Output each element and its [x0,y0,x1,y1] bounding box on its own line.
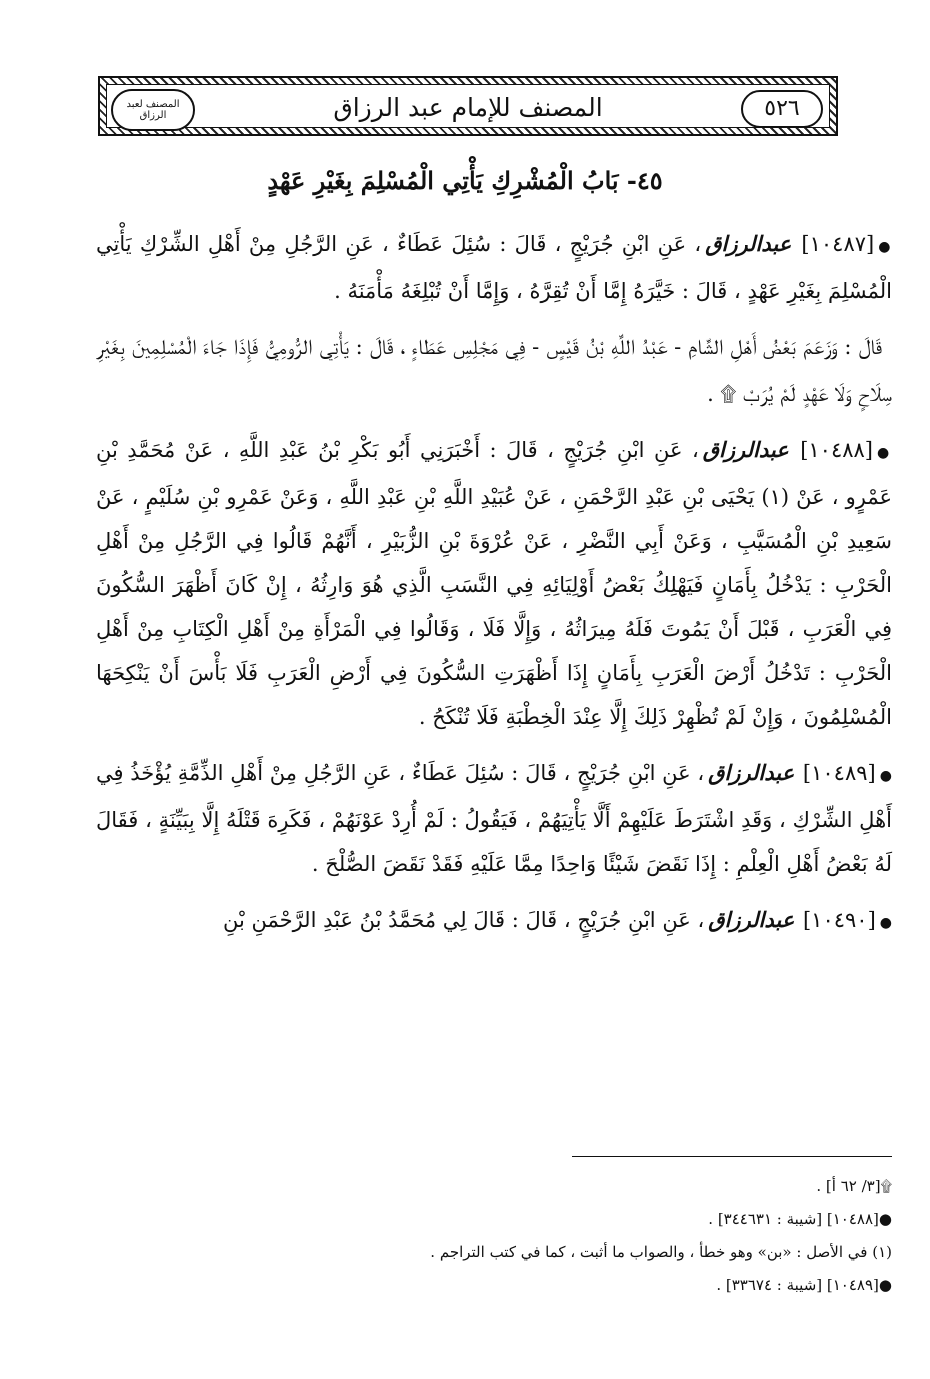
bullet-icon: ● [879,768,892,784]
hadith-number: [١٠٤٨٨] [800,438,873,462]
author-name: عبدالرزاق [708,760,795,785]
footnote: (١) في الأصل : «بن» وهو خطأ ، والصواب ما أثبت ، كما في كتب التراجم . [430,1243,892,1261]
emblem-text: المصنف لعبد الرزاق [126,99,180,121]
hadith-paragraph [96,898,892,945]
footnote: ●[١٠٤٨٩] [شيبة : ٣٣٦٧٤] . [716,1276,892,1294]
hadith-paragraph [96,751,892,886]
main-text [96,222,892,957]
footnote-divider [572,1156,892,1157]
page-header [98,76,838,136]
author-name: عبدالرزاق [702,437,789,462]
footnote: ●[١٠٤٨٨] [شيبة : ٣٤٤٦٣١] . [708,1210,892,1228]
paragraph-text: ، عَنِ ابْنِ جُرَيْجٍ ، قَالَ : قَالَ لِي مُحَمَّدُ بْنُ عَبْدِ الرَّحْمَنِ بْنِ [222,908,705,932]
paragraph-text: ، عَنِ ابْنِ جُرَيْجٍ ، قَالَ : أَخْبَرَنِي أَبُو بَكْرِ بْنُ عَبْدِ اللَّهِ ، عَنْ مُحَمَّدِ بْنِ عَمْرٍو ، عَنْ (١) يَحْيَى بْنِ عَبْدِ الرَّحْمَنِ ، عَنْ عُبَيْدِ اللَّهِ بْنِ عَبْدِ اللَّهِ ، وَعَنْ عَمْرِو بْنِ سُلَيْمٍ ، عَنْ سَعِيدِ بْنِ الْمُسَيَّبِ ، وَعَنْ أَبِي النَّضْرِ ، عَنْ عُرْوَةَ بْنِ الزُّبَيْرِ ، أَنَّهُمْ قَالُوا فِي الرَّجُلِ مِنْ أَهْلِ الْحَرْبِ : يَدْخُلُ بِأَمَانٍ فَيَهْلِكُ بَعْضُ أَوْلِيَائِهِ فِي النَّسَبِ الَّذِي هُوَ وَارِثُهُ ، إِنْ كَانَ أَظْهَرَ السُّكُونَ فِي الْعَرَبِ ، قَبْلَ أَنْ يَمُوتَ فَلَهُ مِيرَاثُهُ ، وَإِلَّا فَلَا ، وَقَالُوا فِي الْمَرْأَةِ مِنْ أَهْلِ الْكِتَابِ مِنْ أَهْلِ الْحَرْبِ : تَدْخُلُ أَرْضَ الْعَرَبِ بِأَمَانٍ إِذَا أَظْهَرَتِ السُّكُونَ فِي أَرْضِ الْعَرَبِ فَلَا بَأْسَ أَنْ يَنْكِحَهَا الْمُسْلِمُونَ ، وَإِنْ لَمْ تُظْهِرْ ذَلِكَ إِلَّا عِنْدَ الْخِطْبَةِ فَلَا تُنْكَحُ . [96,438,893,729]
hadith-paragraph [96,222,892,313]
author-name: عبدالرزاق [708,907,795,932]
author-name: عبدالرزاق [705,231,792,256]
book-emblem [111,89,195,131]
footnote: ۩[٣/ ٦٢ أ] . [816,1177,892,1195]
hadith-number: [١٠٤٩٠] [802,908,876,932]
chapter-title: ٤٥- بَابُ الْمُشْرِكِ يَأْتِي الْمُسْلِمَ بِغَيْرِ عَهْدٍ [267,166,663,195]
hadith-number: [١٠٤٨٩] [802,761,876,785]
paragraph-text: ، عَنِ ابْنِ جُرَيْجٍ ، قَالَ : سُئِلَ عَطَاءٌ ، عَنِ الرَّجُلِ مِنْ أَهْلِ الشِّرْكِ يَأْتِي الْمُسْلِمَ بِغَيْرِ عَهْدٍ ، قَالَ : خَيَّرَهُ إِمَّا أَنْ تُقِرَّهُ ، وَإِمَّا أَنْ تُبْلِغَهُ مَأْمَنَهُ . [96,232,892,303]
book-title: المصنف للإمام عبد الرزاق [333,93,603,122]
page-number: ٥٢٦ [741,90,823,128]
footnotes [96,1170,892,1302]
hadith-paragraph [96,325,892,416]
header-frame [106,84,830,128]
bullet-icon: ● [877,445,892,461]
paragraph-text: قَالَ : وَزَعَمَ بَعْضُ أَهْلِ الشَّامِ - عَبْدُ اللَّهِ بْنُ قَيْسٍ - فِي مَجْلِسِ عَطَاءٍ ، قَالَ : يَأْتِي الرُّومِيُّ فَإِذَا جَاءَ الْمُسْلِمِينَ بِغَيْرِ سِلَاحٍ وَلَا عَهْدٍ لَمْ يُرَبْ ۩ . [96,335,892,406]
bullet-icon: ● [878,239,892,255]
bullet-icon: ● [879,915,892,931]
paragraph-text: ، عَنِ ابْنِ جُرَيْجٍ ، قَالَ : سُئِلَ عَطَاءٌ ، عَنِ الرَّجُلِ مِنْ أَهْلِ الذِّمَّةِ يُؤْخَذُ فِي أَهْلِ الشِّرْكِ ، وَقَدِ اشْتَرَطَ عَلَيْهِمْ أَلَّا يَأْتِيَهُمْ ، فَيَقُولُ : لَمْ أُرِدْ عَوْنَهُمْ ، فَكَرِهَ قَتْلَهُ إِلَّا بِبَيِّنَةٍ ، فَقَالَ لَهُ بَعْضُ أَهْلِ الْعِلْمِ : إِذَا نَقَضَ شَيْئًا وَاحِدًا مِمَّا عَلَيْهِ فَقَدْ نَقَضَ الصُّلْحَ . [96,761,892,876]
hadith-number: [١٠٤٨٧] [801,232,875,256]
hadith-paragraph [96,428,892,739]
